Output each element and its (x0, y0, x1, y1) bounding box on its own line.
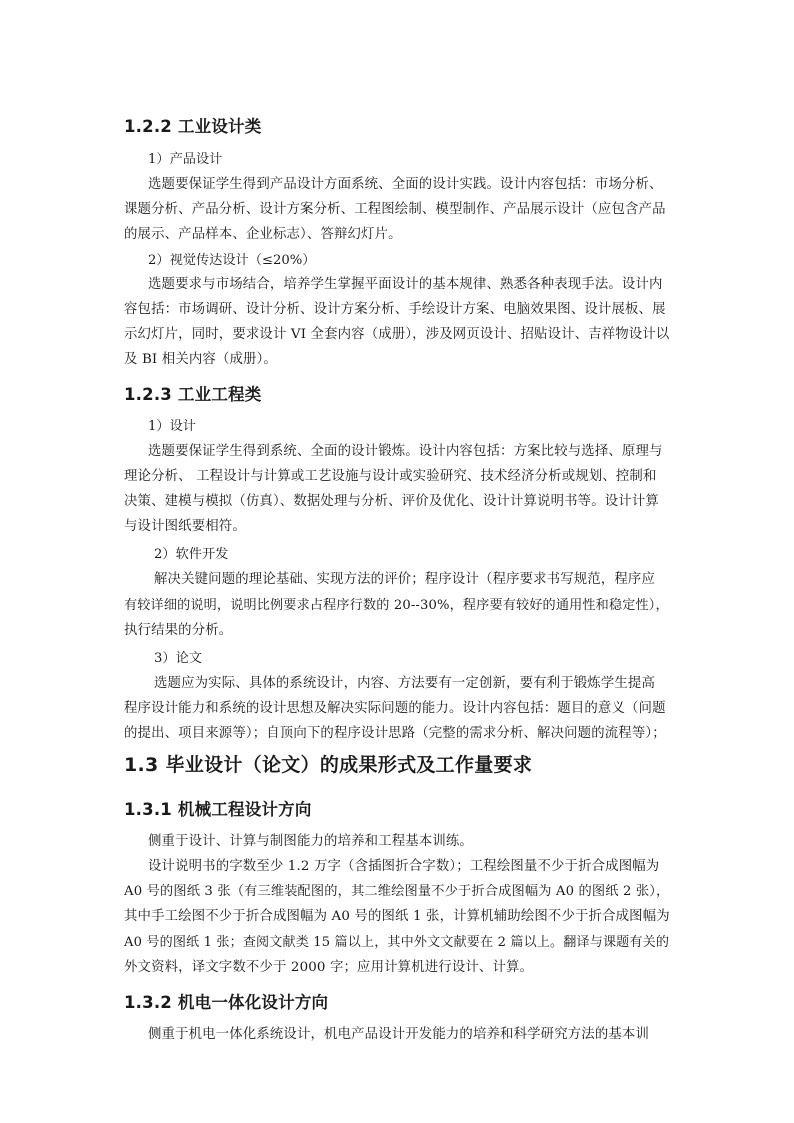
paragraph-line: 容包括：市场调研、设计分析、设计方案分析、手绘设计方案、电脑效果图、设计展板、展 (124, 302, 666, 317)
paragraph-line: 与设计图纸要相符。 (124, 519, 246, 534)
paragraph-line: 侧重于机电一体化系统设计，机电产品设计开发能力的培养和科学研究方法的基本训 (148, 1027, 650, 1042)
paragraph-line: 课题分析、产品分析、设计方案分析、工程图绘制、模型制作、产品展示设计（应包含产品 (124, 202, 666, 217)
paragraph-line: 示幻灯片，同时，要求设计 VI 全套内容（成册），涉及网页设计、招贴设计、吉祥物设计以 (124, 327, 670, 342)
subheading-visual-design: 2）视觉传达设计（≤20%） (148, 253, 316, 268)
heading-1-3: 1.3 毕业设计（论文）的成果形式及工作量要求 (124, 754, 533, 776)
heading-1-3-2: 1.3.2 机电一体化设计方向 (124, 993, 329, 1012)
paragraph-line: 其中手工绘图不少于折合成图幅为 A0 号的图纸 1 张，计算机辅助绘图不少于折合成图幅为 (124, 909, 670, 924)
paragraph-line: 及 BI 相关内容（成册）。 (124, 352, 277, 367)
paragraph-line: 的提出、项目来源等）；自顶向下的程序设计思路（完整的需求分析、解决问题的流程等）； (124, 726, 666, 741)
paragraph-line: 选题要求与市场结合，培养学生掌握平面设计的基本规律、熟悉各种表现手法。设计内 (148, 277, 663, 292)
paragraph-line: 解决关键问题的理论基础、实现方法的评价；程序设计（程序要求书写规范，程序应 (154, 572, 656, 587)
paragraph-line: 决策、建模与模拟（仿真）、数据处理与分析、评价及优化、设计计算说明书等。设计计算 (124, 494, 659, 509)
paragraph-line: 执行结果的分析。 (124, 623, 233, 638)
heading-1-2-2: 1.2.2 工业设计类 (124, 117, 262, 136)
paragraph-line: 外文资料，译文字数不少于 2000 字；应用计算机进行设计、计算。 (124, 960, 534, 975)
subheading-design: 1）设计 (148, 419, 196, 434)
heading-1-2-3: 1.2.3 工业工程类 (124, 385, 262, 404)
paragraph-line: 选题要保证学生得到产品设计方面系统、全面的设计实践。设计内容包括：市场分析、 (148, 177, 663, 192)
paragraph-line: A0 号的图纸 3 张（有三维装配图的，其二维绘图量不少于折合成图幅为 A0 的图纸 2 张）， (124, 884, 670, 899)
subheading-product-design: 1）产品设计 (148, 152, 223, 167)
paragraph-line: 选题应为实际、具体的系统设计，内容、方法要有一定创新，要有利于锻炼学生提高 (154, 676, 656, 691)
paragraph-line: 侧重于设计、计算与制图能力的培养和工程基本训练。 (148, 834, 473, 849)
paragraph-line: 有较详细的说明，说明比例要求占程序行数的 20--30%，程序要有较好的通用性和稳定性）， (124, 598, 669, 613)
paragraph-line: 理论分析、 工程设计与计算或工艺设施与设计或实验研究、技术经济分析或规划、控制和 (124, 469, 657, 484)
paragraph-line: 设计说明书的字数至少 1.2 万字（含插图折合字数）；工程绘图量不少于折合成图幅为 (148, 859, 660, 874)
heading-1-3-1: 1.3.1 机械工程设计方向 (124, 800, 312, 819)
paragraph-line: 的展示、产品样本、企业标志）、答辩幻灯片。 (124, 227, 402, 242)
paragraph-line: 程序设计能力和系统的设计思想及解决实际问题的能力。设计内容包括：题目的意义（问题 (124, 701, 666, 716)
paragraph-line: 选题要保证学生得到系统、全面的设计锻炼。设计内容包括：方案比较与选择、原理与 (148, 444, 663, 459)
subheading-thesis: 3）论文 (154, 651, 202, 666)
paragraph-line: A0 号的图纸 1 张；查阅文献类 15 篇以上，其中外文文献要在 2 篇以上。翻译与课题有关的 (124, 935, 670, 950)
subheading-software: 2）软件开发 (154, 547, 229, 562)
